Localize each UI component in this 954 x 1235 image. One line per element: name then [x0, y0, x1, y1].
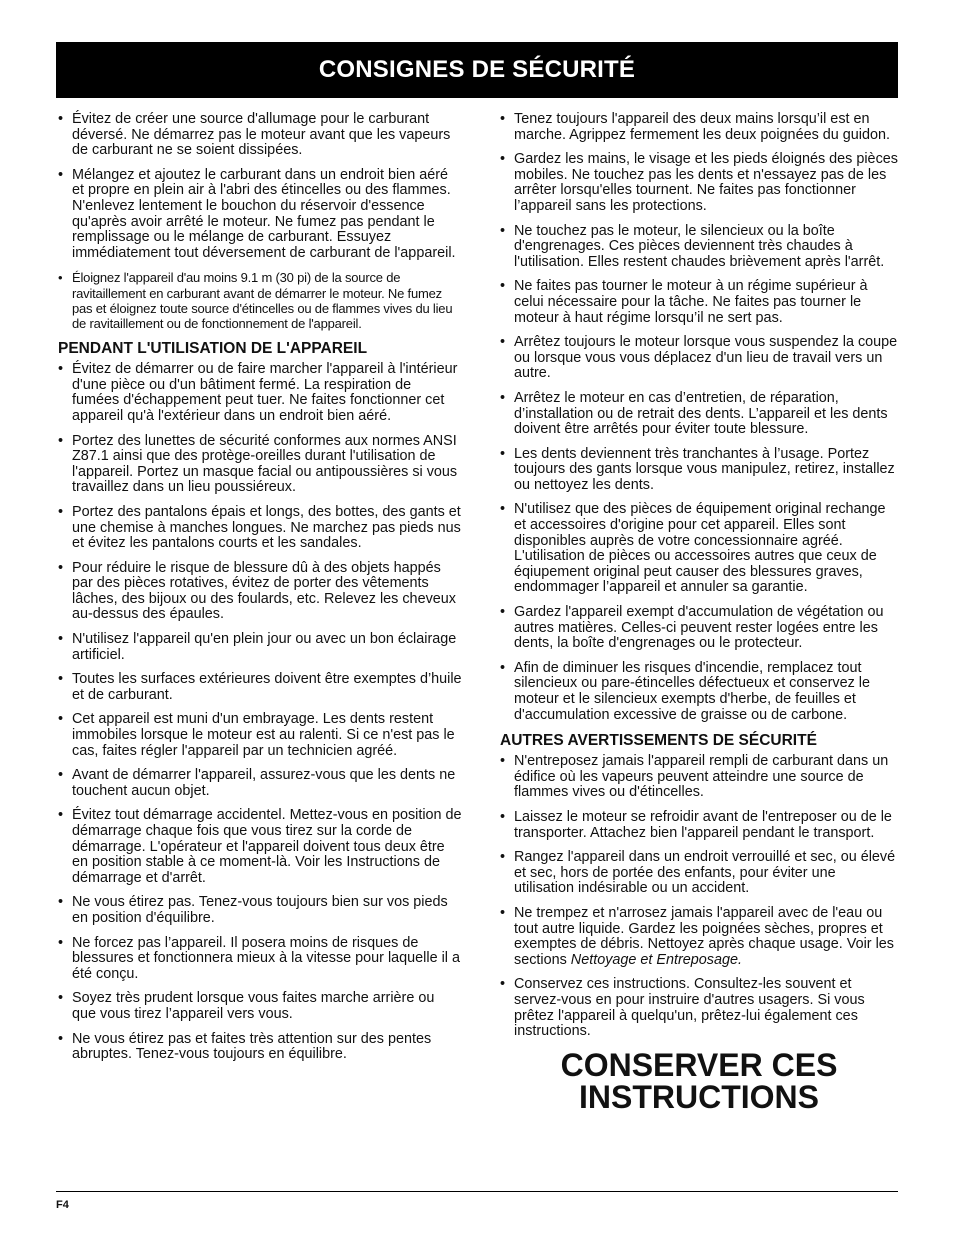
list-item: • Conservez ces instructions. Consultez-les souvent et servez-vous en pour instruire d'autres usagers. Si vous prêtez l'appareil à quelqu'un, prêtez-lui également ces instructions. [500, 976, 865, 1040]
bullet-icon: • [58, 934, 64, 951]
bullet-icon: • [500, 849, 506, 866]
bullet-icon: • [500, 445, 506, 462]
bullet-icon: • [58, 990, 64, 1007]
list-item: • Évitez de démarrer ou de faire marcher l'appareil à l'intérieur d'une pièce ou d'un bâtiment fermé. La respiration de fumées d'échappement peut tuer. Ne faites fonctionner cet appareil qu'à l'extérieur dans un endroit bien aéré. [58, 361, 458, 424]
list-item: • Laissez le moteur se refroidir avant de l'entreposer ou de le transporter. Attachez bien l'appareil pendant le transport. [500, 808, 892, 841]
list-item: • Rangez l'appareil dans un endroit verrouillé et sec, ou élevé et sec, hors de portée des enfants, pour éviter une utilisation indésirable ou un accident. [500, 849, 896, 897]
list-item: • Gardez les mains, le visage et les pieds éloignés des pièces mobiles. Ne touchez pas les dents et n'essayez pas de les arrêter lorsqu'elles tournent. Ne faites pas fonctionner l’appareil sans les protections. [500, 151, 898, 214]
bullet-icon: • [58, 1030, 64, 1047]
list-item: • Ne vous étirez pas. Tenez-vous toujours bien sur vos pieds en position d'équilibre. [58, 894, 448, 926]
bullet-icon: • [58, 671, 64, 688]
bullet-icon: • [500, 222, 506, 239]
list-item: • Arrêtez toujours le moteur lorsque vous suspendez la coupe ou lorsque vous vous déplacez d'un lieu de travail vers un autre. [500, 334, 898, 382]
page-number: F4 [56, 1199, 69, 1211]
emphasis-text: Nettoyage et Entreposage. [570, 951, 743, 968]
list-item: • N'utilisez que des pièces de équipement original rechange et accessoires d'origine pour cet appareil. Elles sont disponibles auprès de votre concessionnaire agréé. L'utilisation de pièces ou accessoires autres que ceux de éqiupement original peut causer des blessures graves, endommager l’appareil et annuler sa garantie. [500, 501, 886, 596]
list-item: • Soyez très prudent lorsque vous faites marche arrière ou que vous tirez l’appareil vers vous. [58, 990, 435, 1022]
bullet-icon: • [500, 604, 506, 621]
section-banner [56, 42, 898, 98]
list-item: • Avant de démarrer l'appareil, assurez-vous que les dents ne touchent aucun objet. [58, 767, 456, 799]
bullet-icon: • [500, 501, 506, 518]
list-item: • N'utilisez l'appareil qu'en plein jour ou avec un bon éclairage artificiel. [58, 631, 457, 663]
bullet-icon: • [58, 361, 64, 378]
list-item: • Ne trempez et n'arrosez jamais l'appareil avec de l'eau ou tout autre liquide. Gardez les poignées sèches, propres et exemptes de débris. Nettoyez après chaque usage. Voir les sections Nettoyage et Entreposage. [500, 904, 894, 968]
list-item: • Afin de diminuer les risques d'incendie, remplacez tout silencieux ou pare-étincelles défectueux et conservez le moteur et le silencieux exempts d'herbe, de feuilles et d'accumulation excessive de graisse ou de carbone. [500, 659, 870, 723]
list-item: • Gardez l'appareil exempt d'accumulation de végétation ou autres matières. Celles-ci peuvent rester logées entre les dents, la boîte d'engrenages ou le protecteur. [500, 604, 884, 652]
bullet-icon: • [58, 894, 64, 911]
bullet-icon: • [58, 432, 64, 449]
list-item: • Ne touchez pas le moteur, le silencieux ou la boîte d'engrenages. Ces pièces deviennent très chaudes à l'utilisation. Elles restent chaudes brièvement après l'arrêt. [500, 222, 885, 270]
page-title: CONSIGNES DE SÉCURITÉ [318, 56, 636, 83]
bullet-icon: • [500, 904, 506, 921]
bullet-icon: • [58, 559, 64, 576]
list-item: • N'entreposez jamais l'appareil rempli de carburant dans un édifice où les vapeurs peuvent atteindre une source de flammes vives ou d'étincelles. [500, 753, 889, 801]
bullet-icon: • [58, 503, 64, 520]
bullet-icon: • [500, 151, 506, 168]
bullet-icon: • [58, 767, 64, 784]
list-item: • Les dents deviennent très tranchantes à l’usage. Portez toujours des gants lorsque vous manipulez, retirez, installez ou nettoyez les dents. [500, 445, 895, 493]
list-item: • Portez des pantalons épais et longs, des bottes, des gants et une chemise à manches longues. Ne marchez pas pieds nus et évitez les pantalons courts et les sandales. [58, 503, 461, 552]
list-item: • Ne vous étirez pas et faites très attention sur des pentes abruptes. Tenez-vous toujours en équilibre. [58, 1030, 432, 1063]
list-item: • Portez des lunettes de sécurité conformes aux normes ANSI Z87.1 ainsi que des protège-oreilles durant l'utilisation de l'appareil. Portez un masque facial ou antipoussières si vous travaillez dans un lieu poussiéreux. [58, 432, 458, 496]
list-item: • Évitez de créer une source d'allumage pour le carburant déversé. Ne démarrez pas le moteur avant que les vapeurs de carburant ne se soient dissipées. [58, 111, 451, 159]
bullet-icon: • [500, 659, 506, 676]
section-heading-operation: PENDANT L'UTILISATION DE L'APPAREIL [58, 340, 368, 358]
list-item: • Ne forcez pas l’appareil. Il posera moins de risques de blessures et fonctionnera mieux à la vitesse pour laquelle il a été conçu. [58, 934, 460, 982]
bullet-icon: • [500, 111, 506, 127]
bullet-icon: • [500, 389, 506, 406]
list-item: • Éloignez l'appareil d'au moins 9.1 m (30 pi) de la source de ravitaillement en carburant avant de démarrer le moteur. Ne fumez pas et éloignez toute source d'étincelles ou de flammes vives du lieu de ravitaillement ou de fonctionnement de l'appareil. [58, 270, 453, 331]
operation-safety-list [58, 362, 462, 1063]
bullet-icon: • [58, 631, 64, 648]
operation-safety-list-continued [500, 112, 898, 723]
bullet-icon: • [500, 976, 506, 993]
list-item: • Tenez toujours l'appareil des deux mains lorsqu’il est en marche. Agrippez fermement les deux poignées du guidon. [500, 111, 890, 143]
bullet-icon: • [58, 111, 64, 127]
bullet-icon: • [58, 711, 64, 728]
bullet-icon: • [58, 270, 63, 286]
left-column [58, 112, 462, 1072]
list-item: • Toutes les surfaces extérieures doivent être exemptes d’huile et de carburant. [58, 671, 462, 703]
bullet-icon: • [500, 278, 506, 295]
section-heading-other-warnings: AUTRES AVERTISSEMENTS DE SÉCURITÉ [500, 732, 817, 750]
fuel-safety-list [58, 112, 462, 331]
right-column [500, 112, 898, 1113]
bullet-icon: • [500, 334, 506, 351]
list-item: • Mélangez et ajoutez le carburant dans un endroit bien aéré et propre en plein air à l'abri des étincelles ou des flammes. N'enlevez lentement le bouchon du réservoir d'essence qu'après avoir arrêté le moteur. Ne fumez pas pendant le remplissage ou le mélange de carburant. Essuyez immédiatement tout déversement de carburant de l'appareil. [58, 166, 456, 261]
list-item: • Évitez tout démarrage accidentel. Mettez-vous en position de démarrage chaque fois que vous tirez sur la corde de démarrage. L'opérateur et l'appareil doivent tous deux être en position stable à ce moment-là. Voir les Instructions de démarrage et d'arrêt. [58, 807, 462, 886]
list-item: • Ne faites pas tourner le moteur à un régime supérieur à celui nécessaire pour la tâche. Ne faites pas tourner le moteur à haut régime lorsqu’il ne sert pas. [500, 278, 868, 326]
bullet-icon: • [500, 753, 506, 770]
bullet-icon: • [500, 808, 506, 825]
footer-divider [56, 1191, 898, 1192]
bullet-icon: • [58, 166, 64, 183]
list-item: • Cet appareil est muni d'un embrayage. Les dents restent immobiles lorsque le moteur est au ralenti. Si ce n'est pas le cas, faites régler l'appareil par un technicien agréé. [58, 711, 455, 759]
bullet-icon: • [58, 807, 64, 824]
list-item: • Pour réduire le risque de blessure dû à des objets happés par des pièces rotatives, évitez de porter des vêtements lâches, des bijoux ou des foulards, etc. Relevez les cheveux au-dessus des épaules. [58, 559, 456, 623]
conserve-instructions-title: CONSERVER CES INSTRUCTIONS [560, 1046, 838, 1115]
other-warnings-list [500, 754, 898, 1040]
list-item: • Arrêtez le moteur en cas d’entretien, de réparation, d’installation ou de retrait des dents. L’appareil et les dents doivent être arrêtés pour éviter toute blessure. [500, 389, 888, 438]
